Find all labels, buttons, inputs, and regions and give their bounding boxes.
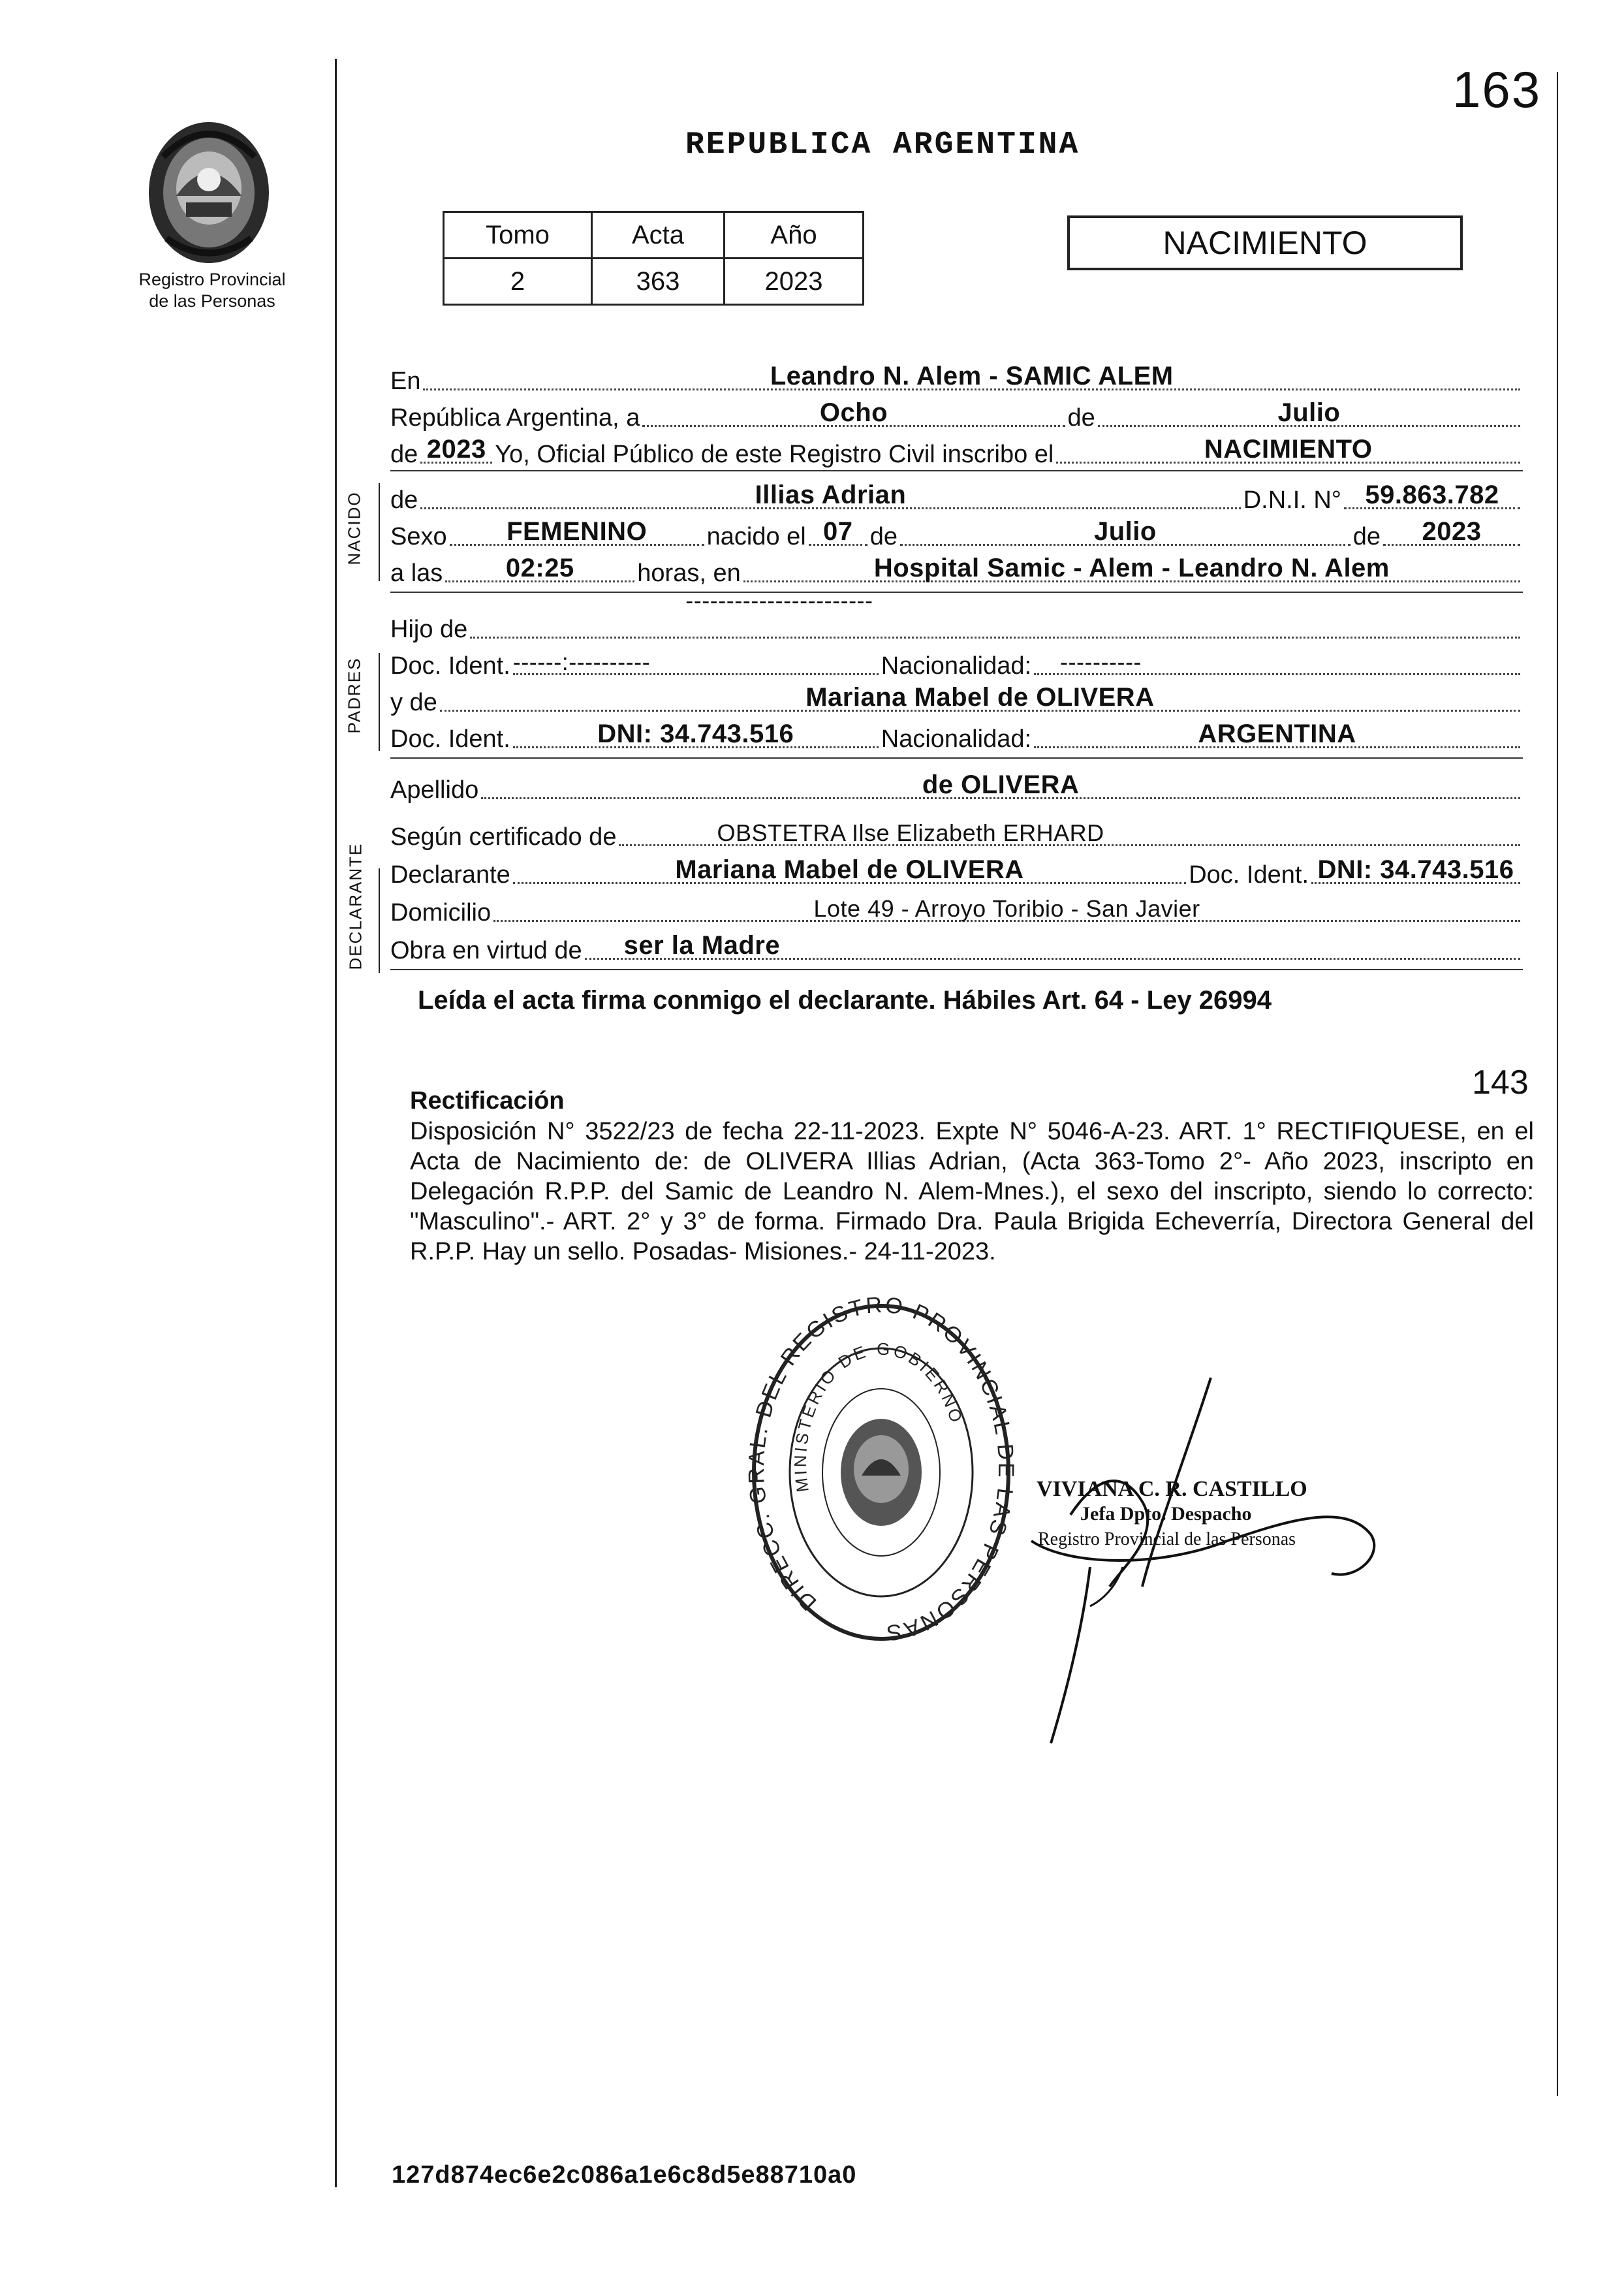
rectification-title: Rectificación (410, 1087, 565, 1115)
value-nacionalidad-padre: ---------- (1060, 648, 1142, 675)
label-nacido-de1: de (869, 523, 898, 550)
signatory-organization: Registro Provincial de las Personas (1038, 1529, 1296, 1549)
label-nombre: de (390, 486, 418, 514)
value-domicilio: Lote 49 - Arroyo Toribio - San Javier (813, 895, 1200, 922)
value-hora: 02:25 (505, 554, 574, 582)
logo-caption (114, 269, 310, 312)
row-anio-inscribo (390, 437, 1523, 469)
label-doc-madre: Doc. Ident. (390, 725, 510, 753)
field-certificado (619, 818, 1520, 846)
left-margin-line (335, 59, 337, 2187)
annex-number: 143 (1472, 1064, 1529, 1101)
value-hijo-de: ----------------------- (685, 587, 873, 614)
field-dia (642, 399, 1065, 427)
value-apellido: de OLIVERA (922, 770, 1080, 799)
page-number: 163 (1452, 61, 1542, 118)
label-hijo-de: Hijo de (390, 616, 468, 643)
value-dia: Ocho (819, 398, 888, 427)
row-hijo-de (390, 587, 1523, 644)
divider-declarante (390, 969, 1523, 970)
field-nombre (420, 481, 1240, 509)
value-sexo: FEMENINO (507, 517, 648, 546)
label-y-de: y de (390, 689, 437, 716)
label-de-anio: de (390, 441, 418, 468)
label-nacido-de2: de (1352, 523, 1381, 550)
field-dni (1344, 481, 1520, 509)
row-doc-madre (390, 722, 1523, 753)
field-nacionalidad-padre (1034, 647, 1520, 675)
field-hora (445, 554, 634, 582)
field-madre (440, 684, 1520, 712)
value-anio: 2023 (426, 435, 486, 464)
record-table-header-row (444, 212, 864, 259)
label-sexo: Sexo (390, 523, 447, 550)
label-dni: D.N.I. N° (1243, 486, 1341, 514)
document-title: REPUBLICA ARGENTINA (685, 127, 1080, 163)
record-table (443, 211, 864, 306)
value-dni: 59.863.782 (1365, 481, 1499, 509)
row-nombre (390, 483, 1523, 515)
field-declarante (513, 856, 1186, 884)
row-madre (390, 683, 1523, 717)
value-lugar: Hospital Samic - Alem - Leandro N. Alem (873, 554, 1390, 582)
field-apellido (481, 771, 1520, 799)
divider-header (390, 470, 1523, 471)
row-doc-padre (390, 649, 1523, 680)
value-acta: 363 (592, 259, 725, 305)
province-coat-of-arms-logo (140, 111, 277, 268)
label-certificado: Según certificado de (390, 823, 617, 851)
reading-statement: Leída el acta firma conmigo el declarante. Hábiles Art. 64 - Ley 26994 (418, 986, 1272, 1015)
logo-caption-line1: Registro Provincial (138, 270, 286, 289)
field-inscribo (1056, 435, 1520, 464)
handwritten-signature (992, 1371, 1436, 1750)
field-nacionalidad-madre (1034, 720, 1520, 748)
field-anio (420, 435, 492, 464)
value-nacido-anio: 2023 (1422, 517, 1482, 546)
field-hijo-de (470, 587, 1520, 639)
label-nacionalidad-padre: Nacionalidad: (881, 652, 1032, 680)
label-en: En (390, 368, 421, 395)
section-bar-declarante (379, 868, 380, 973)
field-mes (1098, 399, 1520, 427)
field-domicilio (493, 894, 1520, 922)
signatory-name: VIVIANA C. R. CASTILLO (1037, 1477, 1307, 1501)
row-declarante (390, 855, 1523, 889)
value-nacido-mes: Julio (1093, 517, 1157, 546)
value-anio: 2023 (725, 259, 864, 305)
label-apellido: Apellido (390, 776, 479, 804)
section-label-nacido: NACIDO (344, 491, 364, 565)
value-declarante-doc: DNI: 34.743.516 (1317, 855, 1514, 884)
header-tomo: Tomo (444, 212, 592, 259)
label-declarante: Declarante (390, 861, 510, 889)
label-doc-padre: Doc. Ident. (390, 652, 510, 680)
label-declarante-doc: Doc. Ident. (1189, 861, 1309, 889)
document-hash: 127d874ec6e2c086a1e6c8d5e88710a0 (392, 2161, 857, 2189)
value-declarante: Mariana Mabel de OLIVERA (675, 855, 1024, 884)
field-nacido-anio (1383, 518, 1520, 546)
rectification-body: Disposición N° 3522/23 de fecha 22-11-2023. Expte N° 5046-A-23. ART. 1° RECTIFIQUESE, en el Acta de Nacimiento de: de OLIVERA Illias Adrian, (Acta 363-Tomo 2°- Año 2023, inscripto en Delegación R.P.P. del Samic de Leandro N. Alem-Mnes.), el sexo del inscripto, siendo lo correcto: "Masculino".- ART. 2° y 3° de forma. Firmado Dra. Paula Brigida Echeverría, Directora General del R.P.P. Hay un sello. Posadas- Misiones.- 24-11-2023. (410, 1118, 1534, 1265)
label-nacido-el: nacido el (706, 523, 806, 550)
field-doc-padre (513, 647, 879, 675)
field-nacido-dia (809, 518, 867, 546)
row-lugar-inscripcion (390, 364, 1523, 396)
header-acta: Acta (592, 212, 725, 259)
row-certificado (390, 820, 1523, 851)
label-obra: Obra en virtud de (390, 937, 582, 964)
field-obra (585, 932, 1520, 960)
section-bar-nacido (379, 483, 380, 581)
value-mes: Julio (1277, 398, 1341, 427)
value-en: Leandro N. Alem - SAMIC ALEM (770, 362, 1174, 390)
label-inscribo: Yo, Oficial Público de este Registro Civil inscribo el (495, 441, 1054, 468)
row-apellido (390, 770, 1523, 804)
row-domicilio (390, 896, 1523, 927)
record-type-box: NACIMIENTO (1067, 215, 1463, 270)
header-anio: Año (725, 212, 864, 259)
label-republica: República Argentina, a (390, 404, 640, 432)
row-obra-en-virtud (390, 931, 1523, 965)
field-declarante-doc (1311, 856, 1520, 884)
seal-outer-text: DIRECC. GRAL. DEL REGISTRO PROVINCIAL DE LAS PERSONAS (744, 1296, 1018, 1646)
label-a-las: a las (390, 560, 443, 587)
label-de-mes: de (1067, 404, 1095, 432)
field-sexo (450, 518, 704, 546)
field-en (423, 362, 1520, 390)
section-label-declarante: DECLARANTE (345, 842, 366, 970)
seal-inner-text: MINISTERIO DE GOBIERNO (790, 1338, 967, 1494)
row-sexo-nacimiento (390, 517, 1523, 551)
logo-caption-line2: de las Personas (149, 291, 275, 311)
value-doc-padre: ------:---------- (512, 648, 651, 675)
value-nombre: Illias Adrian (755, 481, 907, 509)
value-certificado: OBSTETRA Ilse Elizabeth ERHARD (717, 819, 1104, 846)
record-table-value-row (444, 259, 864, 305)
right-margin-line (1557, 72, 1558, 2096)
value-nacionalidad-madre: ARGENTINA (1198, 720, 1356, 748)
value-tomo: 2 (444, 259, 592, 305)
value-madre: Mariana Mabel de OLIVERA (805, 683, 1155, 712)
value-inscribo: NACIMIENTO (1204, 435, 1373, 464)
signatory-role: Jefa Dpto. Despacho (1080, 1503, 1252, 1525)
row-fecha-inscripcion (390, 398, 1523, 432)
field-doc-madre (513, 720, 879, 748)
value-doc-madre: DNI: 34.743.516 (597, 720, 794, 748)
official-seal-stamp (744, 1296, 1018, 1649)
section-bar-padres (379, 653, 380, 751)
label-domicilio: Domicilio (390, 899, 492, 926)
label-nacionalidad-madre: Nacionalidad: (881, 725, 1032, 753)
value-obra: ser la Madre (623, 931, 781, 960)
row-hora-lugar (390, 556, 1523, 588)
label-horas-en: horas, en (637, 560, 741, 587)
field-lugar (743, 554, 1520, 582)
value-nacido-dia: 07 (823, 517, 853, 546)
divider-padres (390, 757, 1523, 759)
field-nacido-mes (900, 518, 1351, 546)
section-label-padres: PADRES (344, 657, 364, 734)
